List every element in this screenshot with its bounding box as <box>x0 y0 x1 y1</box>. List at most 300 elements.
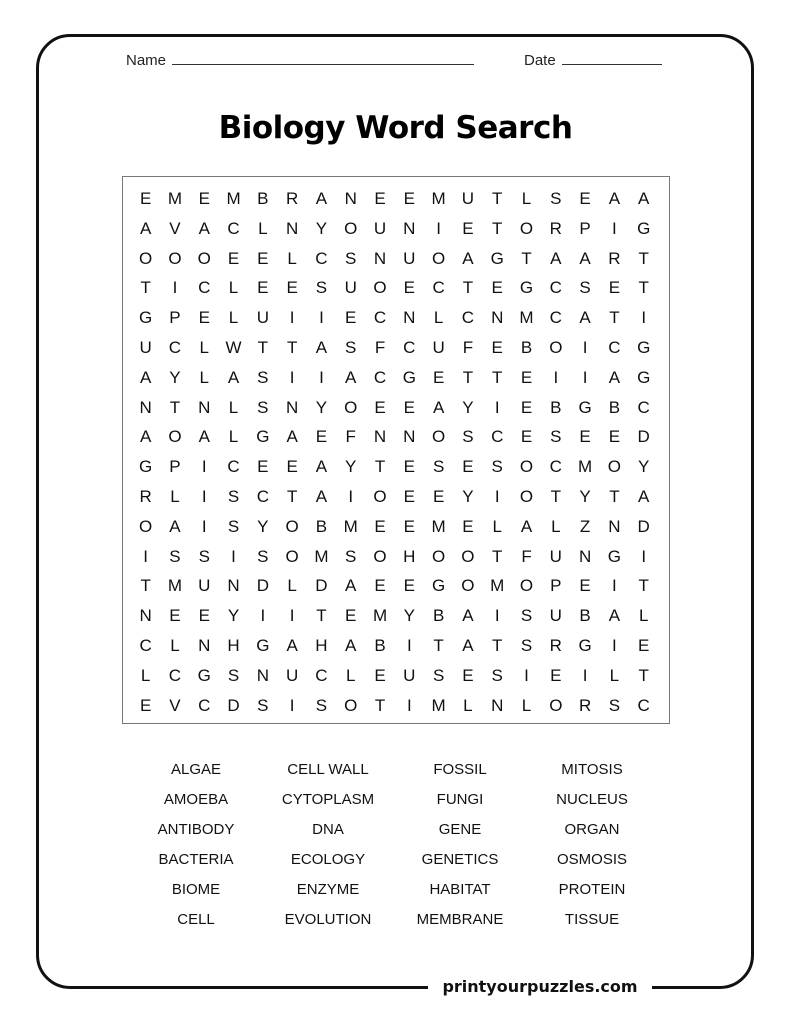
grid-cell[interactable]: N <box>139 397 152 417</box>
grid-cell[interactable]: A <box>608 189 621 208</box>
grid-cell[interactable]: O <box>519 487 534 506</box>
grid-cell[interactable]: I <box>582 338 588 357</box>
grid-cell[interactable]: N <box>344 189 357 208</box>
grid-cell[interactable]: L <box>258 218 268 238</box>
grid-cell[interactable]: E <box>403 397 415 417</box>
grid-cell[interactable]: M <box>578 457 593 477</box>
grid-cell[interactable]: Y <box>169 367 181 387</box>
grid-cell[interactable]: E <box>520 367 533 387</box>
grid-cell[interactable]: L <box>551 516 561 536</box>
grid-cell[interactable]: A <box>169 516 181 536</box>
grid-cell[interactable]: T <box>169 397 181 417</box>
grid-cell[interactable]: Y <box>227 606 240 626</box>
grid-cell[interactable]: A <box>139 427 152 447</box>
grid-cell[interactable]: E <box>227 248 240 268</box>
grid-cell[interactable]: T <box>638 576 649 596</box>
grid-cell[interactable]: A <box>286 427 298 447</box>
grid-cell[interactable]: A <box>315 189 328 208</box>
grid-cell[interactable]: S <box>520 606 533 626</box>
grid-cell[interactable]: B <box>374 636 386 655</box>
grid-cell[interactable]: L <box>170 636 180 655</box>
grid-cell[interactable]: O <box>373 487 387 506</box>
grid-cell[interactable]: D <box>256 576 269 596</box>
grid-cell[interactable]: R <box>549 636 562 655</box>
grid-cell[interactable]: P <box>169 308 181 328</box>
grid-cell[interactable]: S <box>432 457 445 477</box>
grid-cell[interactable]: G <box>197 665 211 685</box>
grid-cell[interactable]: C <box>227 218 240 238</box>
grid-cell[interactable]: O <box>519 457 534 477</box>
grid-cell[interactable]: M <box>343 516 358 536</box>
grid-cell[interactable]: E <box>579 576 591 596</box>
grid-cell[interactable]: C <box>461 308 475 328</box>
grid-cell[interactable]: T <box>257 338 269 357</box>
grid-cell[interactable]: N <box>608 516 621 536</box>
grid-cell[interactable]: O <box>519 576 534 596</box>
grid-cell[interactable]: B <box>579 606 591 626</box>
grid-cell[interactable]: L <box>638 606 649 626</box>
grid-cell[interactable]: O <box>461 576 475 596</box>
grid-cell[interactable]: T <box>609 487 620 506</box>
grid-cell[interactable]: T <box>286 338 298 357</box>
grid-cell[interactable]: C <box>256 487 269 506</box>
grid-cell[interactable]: N <box>285 397 299 417</box>
grid-cell[interactable]: A <box>579 308 591 328</box>
grid-cell[interactable]: G <box>432 576 446 596</box>
grid-cell[interactable]: S <box>257 546 269 566</box>
grid-cell[interactable]: A <box>462 606 474 626</box>
grid-cell[interactable]: C <box>491 427 504 447</box>
grid-cell[interactable]: B <box>257 189 269 208</box>
grid-cell[interactable]: Y <box>315 397 328 417</box>
grid-cell[interactable]: M <box>372 606 388 626</box>
grid-cell[interactable]: Y <box>257 516 269 536</box>
grid-cell[interactable]: L <box>287 576 297 596</box>
grid-cell[interactable]: I <box>289 308 295 328</box>
grid-cell[interactable]: C <box>198 695 211 715</box>
grid-cell[interactable]: O <box>197 248 211 268</box>
grid-cell[interactable]: U <box>549 606 562 626</box>
grid-cell[interactable]: E <box>403 278 415 298</box>
grid-cell[interactable]: T <box>316 606 327 626</box>
grid-cell[interactable]: S <box>345 546 357 566</box>
grid-cell[interactable]: S <box>169 546 181 566</box>
grid-cell[interactable]: O <box>344 695 358 715</box>
grid-cell[interactable]: I <box>641 308 647 328</box>
grid-cell[interactable]: C <box>637 695 650 715</box>
grid-cell[interactable]: E <box>139 695 152 715</box>
grid-cell[interactable]: S <box>550 189 562 208</box>
grid-cell[interactable]: T <box>140 278 151 298</box>
grid-cell[interactable]: A <box>462 248 474 268</box>
grid-cell[interactable]: A <box>550 248 562 268</box>
grid-cell[interactable]: E <box>579 427 591 447</box>
grid-cell[interactable]: C <box>432 278 445 298</box>
grid-cell[interactable]: U <box>198 576 211 596</box>
grid-cell[interactable]: L <box>492 516 502 536</box>
grid-cell[interactable]: Y <box>315 218 328 238</box>
grid-cell[interactable]: P <box>169 457 181 477</box>
grid-cell[interactable]: E <box>462 665 474 685</box>
grid-cell[interactable]: I <box>494 606 500 626</box>
grid-cell[interactable]: T <box>286 487 298 506</box>
grid-cell[interactable]: Y <box>638 457 650 477</box>
grid-cell[interactable]: C <box>198 278 211 298</box>
grid-cell[interactable]: B <box>608 397 621 417</box>
grid-cell[interactable]: B <box>315 516 328 536</box>
grid-cell[interactable]: V <box>169 695 181 715</box>
grid-cell[interactable]: I <box>494 397 500 417</box>
grid-cell[interactable]: R <box>608 248 621 268</box>
grid-cell[interactable]: Y <box>403 606 415 626</box>
grid-cell[interactable]: T <box>140 576 151 596</box>
grid-cell[interactable]: H <box>227 636 240 655</box>
grid-cell[interactable]: C <box>549 308 562 328</box>
grid-cell[interactable]: E <box>403 189 415 208</box>
grid-cell[interactable]: S <box>315 695 328 715</box>
grid-cell[interactable]: Y <box>579 487 591 506</box>
grid-cell[interactable]: N <box>491 695 504 715</box>
grid-cell[interactable]: O <box>461 546 475 566</box>
grid-cell[interactable]: C <box>139 636 152 655</box>
grid-cell[interactable]: I <box>289 367 295 387</box>
grid-cell[interactable]: N <box>198 636 211 655</box>
grid-cell[interactable]: C <box>373 367 387 387</box>
grid-cell[interactable]: A <box>315 338 328 357</box>
grid-cell[interactable]: G <box>607 546 622 566</box>
grid-cell[interactable]: A <box>579 248 591 268</box>
grid-cell[interactable]: M <box>519 308 534 328</box>
name-line[interactable] <box>172 63 474 65</box>
grid-cell[interactable]: G <box>578 636 592 655</box>
grid-cell[interactable]: W <box>225 338 242 357</box>
grid-cell[interactable]: M <box>314 546 329 566</box>
grid-cell[interactable]: M <box>431 695 446 715</box>
grid-cell[interactable]: E <box>286 457 298 477</box>
grid-cell[interactable]: C <box>168 665 182 685</box>
grid-cell[interactable]: C <box>608 338 621 357</box>
grid-cell[interactable]: E <box>432 487 445 506</box>
grid-cell[interactable]: S <box>315 278 328 298</box>
date-line[interactable] <box>562 63 662 65</box>
grid-cell[interactable]: T <box>638 248 649 268</box>
grid-cell[interactable]: I <box>494 487 500 506</box>
grid-cell[interactable]: I <box>641 546 647 566</box>
grid-cell[interactable]: O <box>549 695 563 715</box>
grid-cell[interactable]: T <box>492 367 503 387</box>
grid-cell[interactable]: E <box>374 665 386 685</box>
grid-cell[interactable]: E <box>257 248 269 268</box>
grid-cell[interactable]: L <box>228 427 239 447</box>
grid-cell[interactable]: Z <box>579 516 591 536</box>
grid-cell[interactable]: A <box>462 636 474 655</box>
grid-cell[interactable]: G <box>256 636 270 655</box>
grid-cell[interactable]: C <box>549 457 562 477</box>
grid-cell[interactable]: E <box>169 606 181 626</box>
grid-cell[interactable]: E <box>198 308 210 328</box>
grid-cell[interactable]: O <box>432 248 446 268</box>
grid-cell[interactable]: N <box>403 218 416 238</box>
grid-cell[interactable]: E <box>608 278 621 298</box>
grid-cell[interactable]: N <box>403 308 416 328</box>
grid-cell[interactable]: N <box>198 397 211 417</box>
grid-cell[interactable]: L <box>199 338 209 357</box>
grid-cell[interactable]: D <box>637 427 650 447</box>
grid-cell[interactable]: E <box>257 278 269 298</box>
grid-cell[interactable]: E <box>491 278 503 298</box>
grid-cell[interactable]: S <box>227 516 240 536</box>
grid-cell[interactable]: O <box>519 218 534 238</box>
grid-cell[interactable]: I <box>406 636 412 655</box>
grid-cell[interactable]: C <box>315 248 328 268</box>
grid-cell[interactable]: S <box>198 546 210 566</box>
grid-cell[interactable]: U <box>373 218 387 238</box>
grid-cell[interactable]: A <box>315 457 328 477</box>
grid-cell[interactable]: S <box>462 427 474 447</box>
grid-cell[interactable]: A <box>638 189 650 208</box>
grid-cell[interactable]: Y <box>462 397 474 417</box>
grid-cell[interactable]: N <box>256 665 269 685</box>
grid-cell[interactable]: T <box>462 367 474 387</box>
grid-cell[interactable]: O <box>285 546 299 566</box>
grid-cell[interactable]: G <box>519 278 534 298</box>
grid-cell[interactable]: A <box>286 636 298 655</box>
grid-cell[interactable]: E <box>462 218 474 238</box>
grid-cell[interactable]: B <box>550 397 562 417</box>
grid-cell[interactable]: N <box>373 427 387 447</box>
grid-cell[interactable]: N <box>227 576 240 596</box>
grid-cell[interactable]: M <box>226 189 241 208</box>
grid-cell[interactable]: T <box>492 546 503 566</box>
grid-cell[interactable]: N <box>373 248 387 268</box>
grid-cell[interactable]: F <box>521 546 532 566</box>
grid-cell[interactable]: O <box>607 457 622 477</box>
grid-cell[interactable]: V <box>169 218 181 238</box>
grid-cell[interactable]: N <box>491 308 504 328</box>
grid-cell[interactable]: R <box>578 695 592 715</box>
grid-cell[interactable]: I <box>612 636 617 655</box>
grid-cell[interactable]: I <box>582 367 588 387</box>
grid-cell[interactable]: O <box>344 218 358 238</box>
grid-cell[interactable]: T <box>521 248 532 268</box>
grid-cell[interactable]: E <box>403 516 415 536</box>
grid-cell[interactable]: I <box>582 665 588 685</box>
grid-cell[interactable]: T <box>492 189 503 208</box>
grid-cell[interactable]: U <box>344 278 357 298</box>
grid-cell[interactable]: C <box>373 308 387 328</box>
grid-cell[interactable]: L <box>228 397 239 417</box>
grid-cell[interactable]: P <box>579 218 591 238</box>
grid-cell[interactable]: A <box>345 367 357 387</box>
grid-cell[interactable]: E <box>462 516 474 536</box>
grid-cell[interactable]: I <box>172 278 178 298</box>
grid-cell[interactable]: R <box>139 487 152 506</box>
grid-cell[interactable]: I <box>319 367 324 387</box>
grid-cell[interactable]: A <box>198 218 210 238</box>
grid-cell[interactable]: U <box>285 665 299 685</box>
grid-cell[interactable]: C <box>637 397 650 417</box>
grid-cell[interactable]: D <box>227 695 240 715</box>
grid-cell[interactable]: A <box>608 367 621 387</box>
grid-cell[interactable]: M <box>167 576 183 596</box>
grid-cell[interactable]: C <box>227 457 240 477</box>
grid-cell[interactable]: G <box>402 367 416 387</box>
grid-cell[interactable]: E <box>139 189 152 208</box>
grid-cell[interactable]: O <box>139 248 153 268</box>
grid-cell[interactable]: S <box>227 665 240 685</box>
grid-cell[interactable]: L <box>228 308 239 328</box>
grid-cell[interactable]: I <box>524 665 529 685</box>
grid-cell[interactable]: H <box>315 636 328 655</box>
grid-cell[interactable]: G <box>256 427 270 447</box>
grid-cell[interactable]: E <box>374 516 386 536</box>
grid-cell[interactable]: A <box>315 487 328 506</box>
grid-cell[interactable]: T <box>374 695 386 715</box>
grid-cell[interactable]: T <box>550 487 561 506</box>
grid-cell[interactable]: S <box>432 665 445 685</box>
grid-cell[interactable]: A <box>227 367 240 387</box>
grid-cell[interactable]: E <box>257 457 269 477</box>
grid-cell[interactable]: T <box>433 636 444 655</box>
grid-cell[interactable]: F <box>345 427 356 447</box>
grid-cell[interactable]: P <box>550 576 562 596</box>
grid-cell[interactable]: A <box>432 397 445 417</box>
grid-cell[interactable]: E <box>374 189 386 208</box>
grid-cell[interactable]: T <box>374 457 386 477</box>
grid-cell[interactable]: G <box>490 248 504 268</box>
grid-cell[interactable]: I <box>201 457 207 477</box>
grid-cell[interactable]: U <box>256 308 269 328</box>
grid-cell[interactable]: O <box>168 427 182 447</box>
grid-cell[interactable]: L <box>521 695 532 715</box>
grid-cell[interactable]: A <box>198 427 210 447</box>
grid-cell[interactable]: M <box>431 189 446 208</box>
grid-cell[interactable]: M <box>431 516 446 536</box>
grid-cell[interactable]: U <box>403 665 416 685</box>
grid-cell[interactable]: E <box>345 606 357 626</box>
grid-cell[interactable]: I <box>319 308 324 328</box>
grid-cell[interactable]: T <box>462 278 474 298</box>
grid-cell[interactable]: E <box>374 397 386 417</box>
grid-cell[interactable]: S <box>257 695 269 715</box>
grid-cell[interactable]: M <box>490 576 505 596</box>
grid-cell[interactable]: T <box>492 218 503 238</box>
grid-cell[interactable]: N <box>139 606 152 626</box>
grid-cell[interactable]: A <box>139 367 152 387</box>
grid-cell[interactable]: O <box>373 278 387 298</box>
grid-cell[interactable]: E <box>432 367 445 387</box>
grid-cell[interactable]: U <box>403 248 416 268</box>
grid-cell[interactable]: F <box>462 338 474 357</box>
grid-cell[interactable]: I <box>289 606 295 626</box>
grid-cell[interactable]: O <box>549 338 563 357</box>
grid-cell[interactable]: E <box>462 457 474 477</box>
grid-cell[interactable]: A <box>608 606 621 626</box>
grid-cell[interactable]: M <box>167 189 183 208</box>
grid-cell[interactable]: U <box>549 546 562 566</box>
grid-cell[interactable]: L <box>463 695 473 715</box>
grid-cell[interactable]: G <box>578 397 592 417</box>
grid-cell[interactable]: E <box>315 427 328 447</box>
grid-cell[interactable]: O <box>344 397 358 417</box>
grid-cell[interactable]: E <box>403 457 415 477</box>
grid-cell[interactable]: I <box>143 546 149 566</box>
grid-cell[interactable]: S <box>345 338 357 357</box>
grid-cell[interactable]: E <box>403 487 415 506</box>
grid-cell[interactable]: G <box>637 367 651 387</box>
grid-cell[interactable]: I <box>612 576 617 596</box>
grid-cell[interactable]: E <box>374 576 386 596</box>
grid-cell[interactable]: S <box>491 665 503 685</box>
grid-cell[interactable]: S <box>257 397 269 417</box>
grid-cell[interactable]: I <box>406 695 412 715</box>
grid-cell[interactable]: O <box>168 248 182 268</box>
grid-cell[interactable]: S <box>608 695 621 715</box>
grid-cell[interactable]: E <box>638 636 650 655</box>
grid-cell[interactable]: A <box>520 516 533 536</box>
grid-cell[interactable]: I <box>436 218 441 238</box>
grid-cell[interactable]: O <box>432 546 446 566</box>
grid-cell[interactable]: G <box>637 218 651 238</box>
grid-cell[interactable]: U <box>139 338 152 357</box>
grid-cell[interactable]: H <box>403 546 416 566</box>
grid-cell[interactable]: E <box>198 606 210 626</box>
grid-cell[interactable]: I <box>289 695 295 715</box>
grid-cell[interactable]: E <box>403 576 415 596</box>
grid-cell[interactable]: C <box>168 338 182 357</box>
grid-cell[interactable]: E <box>520 397 533 417</box>
grid-cell[interactable]: I <box>553 367 559 387</box>
grid-cell[interactable]: E <box>198 189 210 208</box>
grid-cell[interactable]: Y <box>462 487 474 506</box>
grid-cell[interactable]: L <box>609 665 620 685</box>
grid-cell[interactable]: B <box>520 338 533 357</box>
grid-cell[interactable]: C <box>549 278 562 298</box>
grid-cell[interactable]: F <box>374 338 386 357</box>
grid-cell[interactable]: R <box>285 189 299 208</box>
grid-cell[interactable]: I <box>348 487 354 506</box>
grid-cell[interactable]: R <box>549 218 562 238</box>
grid-cell[interactable]: A <box>345 576 357 596</box>
grid-cell[interactable]: S <box>550 427 562 447</box>
grid-cell[interactable]: E <box>345 308 357 328</box>
grid-cell[interactable]: A <box>638 487 650 506</box>
grid-cell[interactable]: C <box>315 665 328 685</box>
grid-cell[interactable]: A <box>139 218 152 238</box>
grid-cell[interactable]: C <box>403 338 416 357</box>
grid-cell[interactable]: T <box>638 665 649 685</box>
grid-cell[interactable]: O <box>432 427 446 447</box>
grid-cell[interactable]: E <box>579 189 591 208</box>
grid-cell[interactable]: B <box>432 606 445 626</box>
grid-cell[interactable]: I <box>201 487 207 506</box>
grid-cell[interactable]: T <box>492 636 503 655</box>
grid-cell[interactable]: N <box>403 427 416 447</box>
grid-cell[interactable]: O <box>373 546 387 566</box>
grid-cell[interactable]: E <box>520 427 533 447</box>
grid-cell[interactable]: G <box>139 457 153 477</box>
grid-cell[interactable]: Y <box>345 457 357 477</box>
grid-cell[interactable]: L <box>170 487 180 506</box>
grid-cell[interactable]: O <box>139 516 153 536</box>
grid-cell[interactable]: T <box>609 308 620 328</box>
grid-cell[interactable]: L <box>287 248 297 268</box>
grid-cell[interactable]: E <box>491 338 503 357</box>
grid-cell[interactable]: L <box>521 189 532 208</box>
grid-cell[interactable]: L <box>140 665 151 685</box>
grid-cell[interactable]: N <box>578 546 592 566</box>
grid-cell[interactable]: U <box>461 189 475 208</box>
